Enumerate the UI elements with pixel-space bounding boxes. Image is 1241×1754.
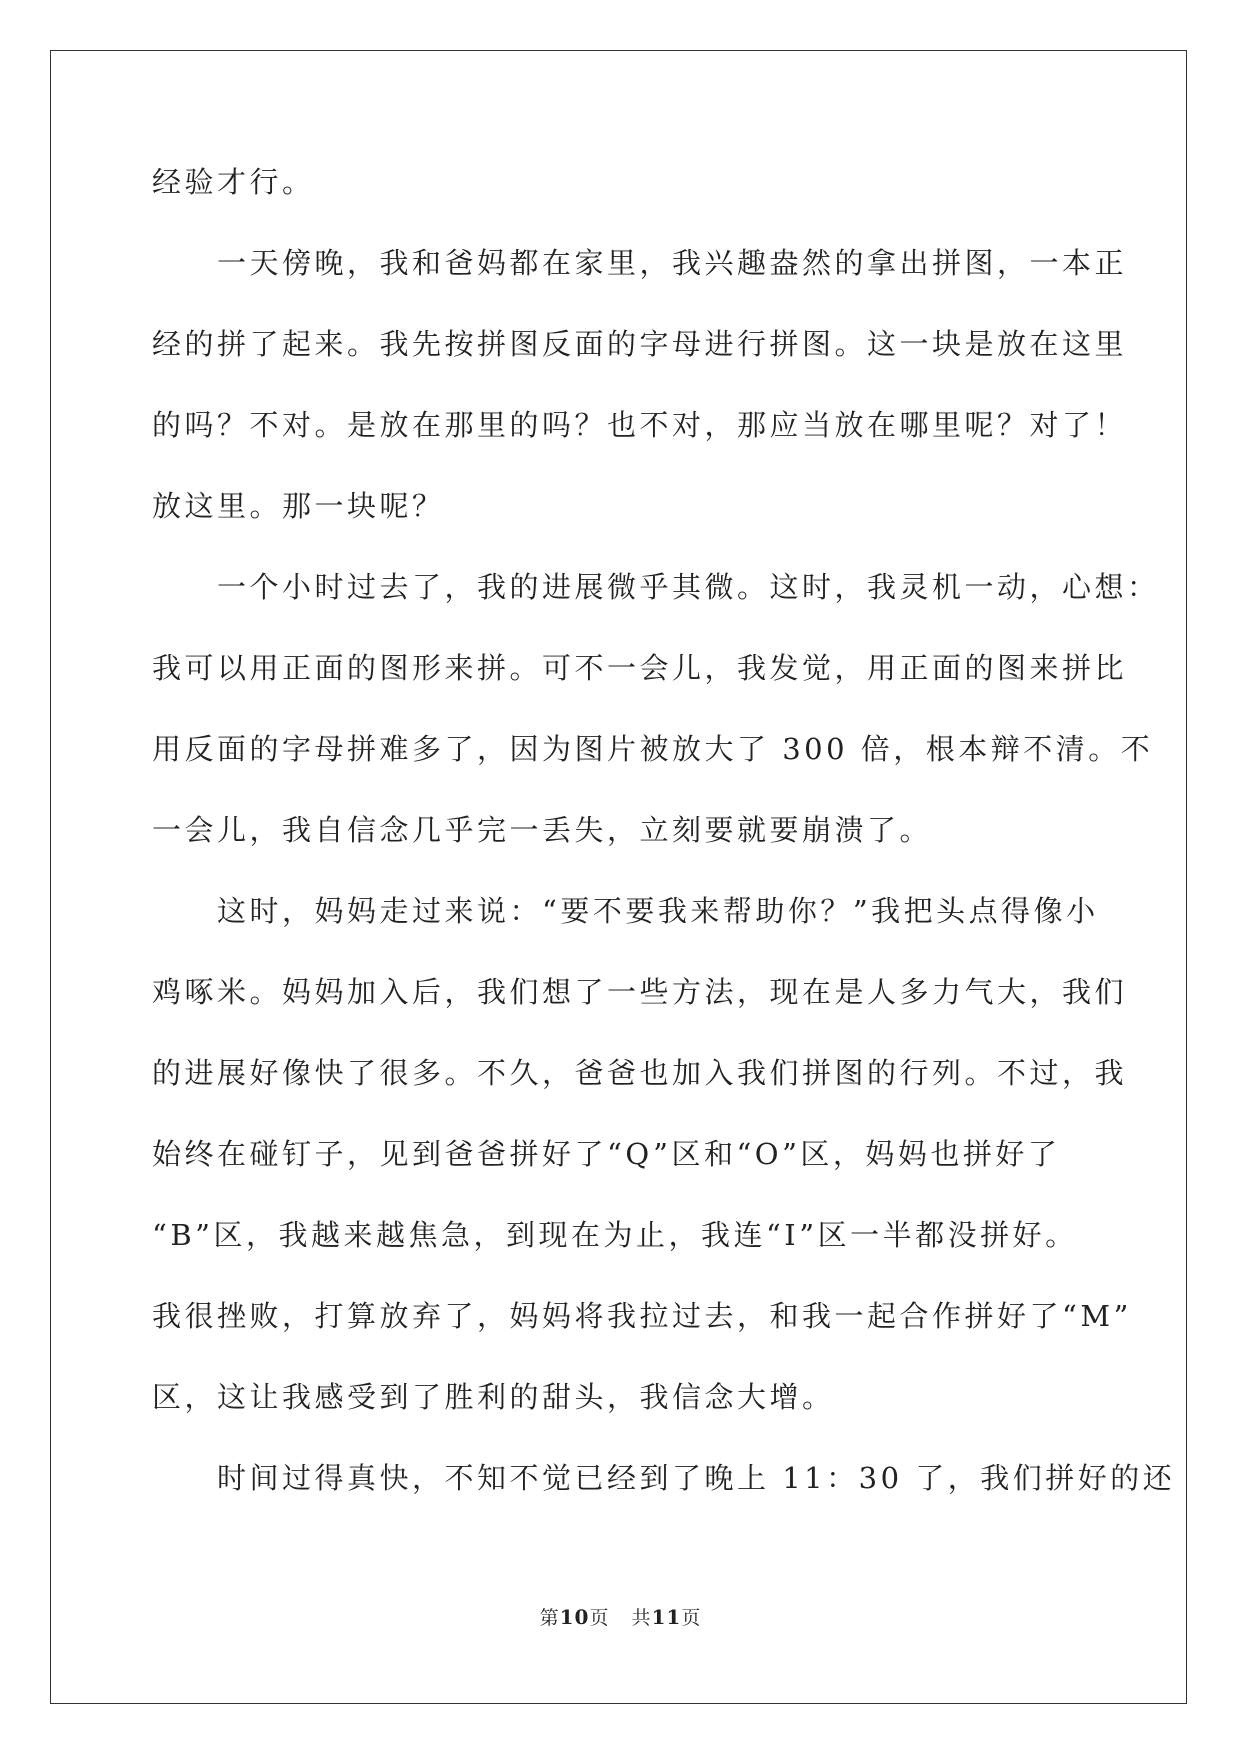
text-line: 用反面的字母拼难多了，因为图片被放大了 300 倍，根本辩不清。不 xyxy=(152,732,1154,766)
total-suffix: 页 xyxy=(681,1607,702,1629)
text-line: 我可以用正面的图形来拼。可不一会儿，我发觉，用正面的图来拼比 xyxy=(152,651,1128,685)
page-footer xyxy=(0,1603,1241,1630)
document-body xyxy=(152,162,1176,1539)
text-line: 时间过得真快，不知不觉已经到了晚上 11：30 了，我们拼好的还 xyxy=(152,1461,1176,1495)
text-line: 经的拼了起来。我先按拼图反面的字母进行拼图。这一块是放在这里 xyxy=(152,327,1128,361)
text-line: 这时，妈妈走过来说：“要不要我来帮助你？”我把头点得像小 xyxy=(152,894,1099,928)
text-line: 一会儿，我自信念几乎完一丢失，立刻要就要崩溃了。 xyxy=(152,813,933,847)
page-current: 10 xyxy=(559,1605,590,1629)
text-line: 放这里。那一块呢？ xyxy=(152,489,445,523)
text-line: 我很挫败，打算放弃了，妈妈将我拉过去，和我一起合作拼好了“M” xyxy=(152,1299,1132,1333)
text-line: 一个小时过去了，我的进展微乎其微。这时，我灵机一动，心想： xyxy=(152,570,1160,604)
text-line: 鸡啄米。妈妈加入后，我们想了一些方法，现在是人多力气大，我们 xyxy=(152,975,1128,1009)
page-prefix: 第 xyxy=(539,1607,560,1629)
text-line: 区，这让我感受到了胜利的甜头，我信念大增。 xyxy=(152,1380,835,1414)
total-prefix: 共 xyxy=(631,1607,652,1629)
text-line: 始终在碰钉子，见到爸爸拼好了“Q”区和“O”区，妈妈也拼好了 xyxy=(152,1137,1061,1171)
text-line: 一天傍晚，我和爸妈都在家里，我兴趣盎然的拿出拼图，一本正 xyxy=(152,246,1128,280)
text-line: 经验才行。 xyxy=(152,165,315,199)
page-total: 11 xyxy=(651,1605,682,1629)
text-line: 的吗？不对。是放在那里的吗？也不对，那应当放在哪里呢？对了！ xyxy=(152,408,1128,442)
text-line: 的进展好像快了很多。不久，爸爸也加入我们拼图的行列。不过，我 xyxy=(152,1056,1128,1090)
page-suffix: 页 xyxy=(589,1607,610,1629)
text-line: “B”区，我越来越焦急，到现在为止，我连“I”区一半都没拼好。 xyxy=(152,1218,1078,1252)
